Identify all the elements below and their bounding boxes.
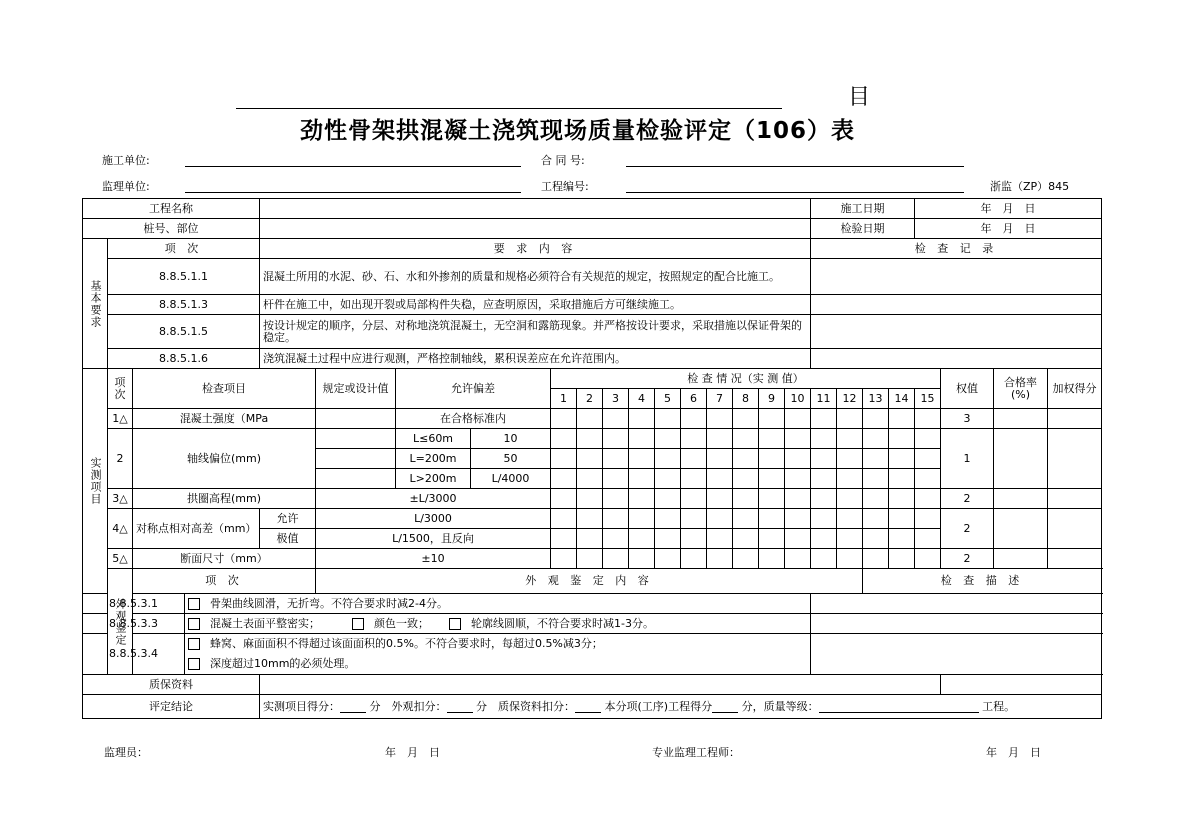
conclusion-label: 评定结论 [83,695,260,719]
basic-code: 8.8.5.1.3 [108,295,260,315]
appearance-desc-field[interactable] [811,634,1102,675]
construct-date-field[interactable]: 年 月 日 [915,199,1102,219]
checkbox[interactable] [352,618,364,630]
basic-content-header: 要 求 内 容 [260,239,811,259]
project-no-field[interactable] [626,192,964,193]
weight-header: 权值 [941,369,994,409]
checkbox[interactable] [188,658,200,670]
appearance-desc-field[interactable] [811,594,1102,614]
rate-field[interactable] [994,509,1048,549]
appearance-code: 8.8.5.3.4 [83,634,185,675]
conclusion-text: 分 质保资料扣分： [476,700,575,713]
measured-item: 轴线偏位(mm) [133,429,316,489]
check-num: 12 [837,389,863,409]
page-title: 劲性骨架拱混凝土浇筑现场质量检验评定（106）表 [300,118,856,144]
basic-section-label: 基本要求 [83,239,108,369]
measured-item: 混凝土强度（MPa [133,409,316,429]
check-num: 10 [785,389,811,409]
check-num: 7 [707,389,733,409]
basic-item-header: 项 次 [108,239,260,259]
engineer-date: 年 月 日 [986,746,1041,759]
supervision-unit-field[interactable] [185,192,521,193]
measured-check-header: 检 查 情 况（实 测 值） [551,369,941,389]
rate-field[interactable] [994,489,1048,509]
tolerance: 在合格标准内 [396,409,551,429]
project-no-label: 工程编号: [541,180,589,193]
weight-value: 3 [941,409,994,429]
quality-deduct-field[interactable] [575,700,601,713]
score-field[interactable] [1048,489,1102,509]
appearance-code: 8.8.5.3.3 [83,614,185,634]
weight-value: 2 [941,489,994,509]
measured-tol-header: 允许偏差 [396,369,551,409]
tolerance-sub-label: 极值 [260,529,316,549]
measured-no: 5△ [108,549,133,569]
tolerance-sub-label: 允许 [260,509,316,529]
appearance-section-label: 外观鉴定 [108,569,133,675]
construction-unit-field[interactable] [185,166,521,167]
basic-code: 8.8.5.1.1 [108,259,260,295]
title-suffix: 目 [848,85,871,110]
appearance-text: 蜂窝、麻面面积不得超过该面面积的0.5%。不符合要求时，每超过0.5%减3分； [210,637,603,650]
design-value-field[interactable] [316,429,396,449]
rate-field[interactable] [994,429,1048,489]
measured-item: 拱圈高程(mm) [133,489,316,509]
measured-no-header: 项次 [108,369,133,409]
basic-record-field[interactable] [811,259,1102,295]
tolerance-condition: L>200m [396,469,471,489]
construct-date-label: 施工日期 [811,199,915,219]
score-field[interactable] [1048,429,1102,489]
tolerance-value: 50 [471,449,551,469]
conclusion-text: 分，质量等级： [741,700,819,713]
station-label: 桩号、部位 [83,219,260,239]
check-num: 1 [551,389,577,409]
tolerance-value: L/4000 [471,469,551,489]
form-code: 浙监（ZP）845 [990,180,1070,193]
construction-unit-label: 施工单位: [102,154,150,167]
weight-value: 2 [941,549,994,569]
basic-code: 8.8.5.1.5 [108,315,260,349]
appearance-text: 轮廓线圆顺，不符合要求时减1-3分。 [471,616,654,630]
conclusion-text: 工程。 [982,700,1016,713]
measured-score-field[interactable] [340,700,366,713]
conclusion-text: 实测项目得分： [263,700,340,713]
design-value-field[interactable] [316,469,396,489]
supervisor-label: 监理员： [104,746,148,759]
check-num: 2 [577,389,603,409]
station-field[interactable] [260,219,811,239]
basic-record-field[interactable] [811,349,1102,369]
measured-item: 断面尺寸（mm） [133,549,316,569]
appearance-text: 颜色一致； [374,616,429,630]
measured-no: 2 [108,429,133,489]
title-underline [236,108,782,109]
quality-grade-field[interactable] [819,700,979,713]
appearance-item-header: 项 次 [133,569,316,594]
appearance-content-header: 外 观 鉴 定 内 容 [316,569,863,594]
check-num: 15 [915,389,941,409]
score-field[interactable] [1048,549,1102,569]
basic-text: 杆件在施工中，如出现开裂或局部构件失稳，应查明原因，采取措施后方可继续施工。 [260,295,811,315]
rate-field[interactable] [994,549,1048,569]
check-num: 13 [863,389,889,409]
contract-no-label: 合 同 号: [541,154,585,167]
total-score-field[interactable] [712,700,738,713]
weight-value: 1 [941,429,994,489]
engineer-label: 专业监理工程师： [652,746,740,759]
supervisor-date: 年 月 日 [385,746,440,759]
appearance-text: 混凝土表面平整密实； [210,616,320,630]
basic-text: 混凝土所用的水泥、砂、石、水和外掺剂的质量和规格必须符合有关规范的规定，按照规定的配合比施工。 [260,259,811,295]
basic-code: 8.8.5.1.6 [108,349,260,369]
tolerance-condition: L≤60m [396,429,471,449]
check-num: 9 [759,389,785,409]
design-value-field[interactable] [316,449,396,469]
project-name-label: 工程名称 [83,199,260,219]
contract-no-field[interactable] [626,166,964,167]
check-num: 4 [629,389,655,409]
basic-record-header: 检 查 记 录 [811,239,1102,259]
basic-record-field[interactable] [811,295,1102,315]
weight-value: 2 [941,509,994,549]
appearance-deduct-field[interactable] [447,700,473,713]
basic-record-field[interactable] [811,315,1102,349]
score-field[interactable] [1048,509,1102,549]
tolerance: L/1500，且反向 [316,529,551,549]
measured-section-label: 实测项目 [83,369,108,594]
measured-no: 4△ [108,509,133,549]
tolerance: ±10 [316,549,551,569]
quality-docs-field[interactable] [260,675,941,695]
check-num: 6 [681,389,707,409]
checkbox[interactable] [188,598,200,610]
project-name-field[interactable] [260,199,811,219]
check-num: 8 [733,389,759,409]
tolerance-value: 10 [471,429,551,449]
conclusion-text: 本分项(工序)工程得分 [604,700,713,713]
appearance-text: 深度超过10mm的必须处理。 [210,657,356,670]
design-value-field[interactable] [316,409,396,429]
basic-text: 浇筑混凝土过程中应进行观测，严格控制轴线，累积误差应在允许范围内。 [260,349,811,369]
conclusion-text: 分 外观扣分： [369,700,447,713]
appearance-text: 骨架曲线圆滑，无折弯。不符合要求时减2-4分。 [210,596,448,610]
checkbox[interactable] [449,618,461,630]
supervision-unit-label: 监理单位: [102,180,150,193]
appearance-desc-header: 检 查 描 述 [863,569,1102,594]
inspection-form-table [82,198,1102,719]
measured-item-header: 检查项目 [133,369,316,409]
tolerance: ±L/3000 [316,489,551,509]
measured-item: 对称点相对高差（mm） [133,509,260,549]
tolerance-condition: L=200m [396,449,471,469]
check-num: 3 [603,389,629,409]
appearance-code: 8.8.5.3.1 [83,594,185,614]
quality-docs-deduct-field[interactable] [941,675,1102,695]
check-num: 14 [889,389,915,409]
measured-design-header: 规定或设计值 [316,369,396,409]
check-num: 11 [811,389,837,409]
checkbox[interactable] [188,618,200,630]
inspect-date-label: 检验日期 [811,219,915,239]
check-num: 5 [655,389,681,409]
rate-header: 合格率(%) [994,369,1048,409]
appearance-desc-field[interactable] [811,614,1102,634]
inspect-date-field[interactable]: 年 月 日 [915,219,1102,239]
score-header: 加权得分 [1048,369,1102,409]
basic-text: 按设计规定的顺序，分层、对称地浇筑混凝土，无空洞和露筋现象。并严格按设计要求，采取措施以保证骨架的稳定。 [260,315,811,349]
checkbox[interactable] [188,638,200,650]
measured-no: 3△ [108,489,133,509]
quality-docs-label: 质保资料 [83,675,260,695]
measured-no: 1△ [108,409,133,429]
tolerance: L/3000 [316,509,551,529]
rate-field[interactable] [994,409,1048,429]
score-field[interactable] [1048,409,1102,429]
